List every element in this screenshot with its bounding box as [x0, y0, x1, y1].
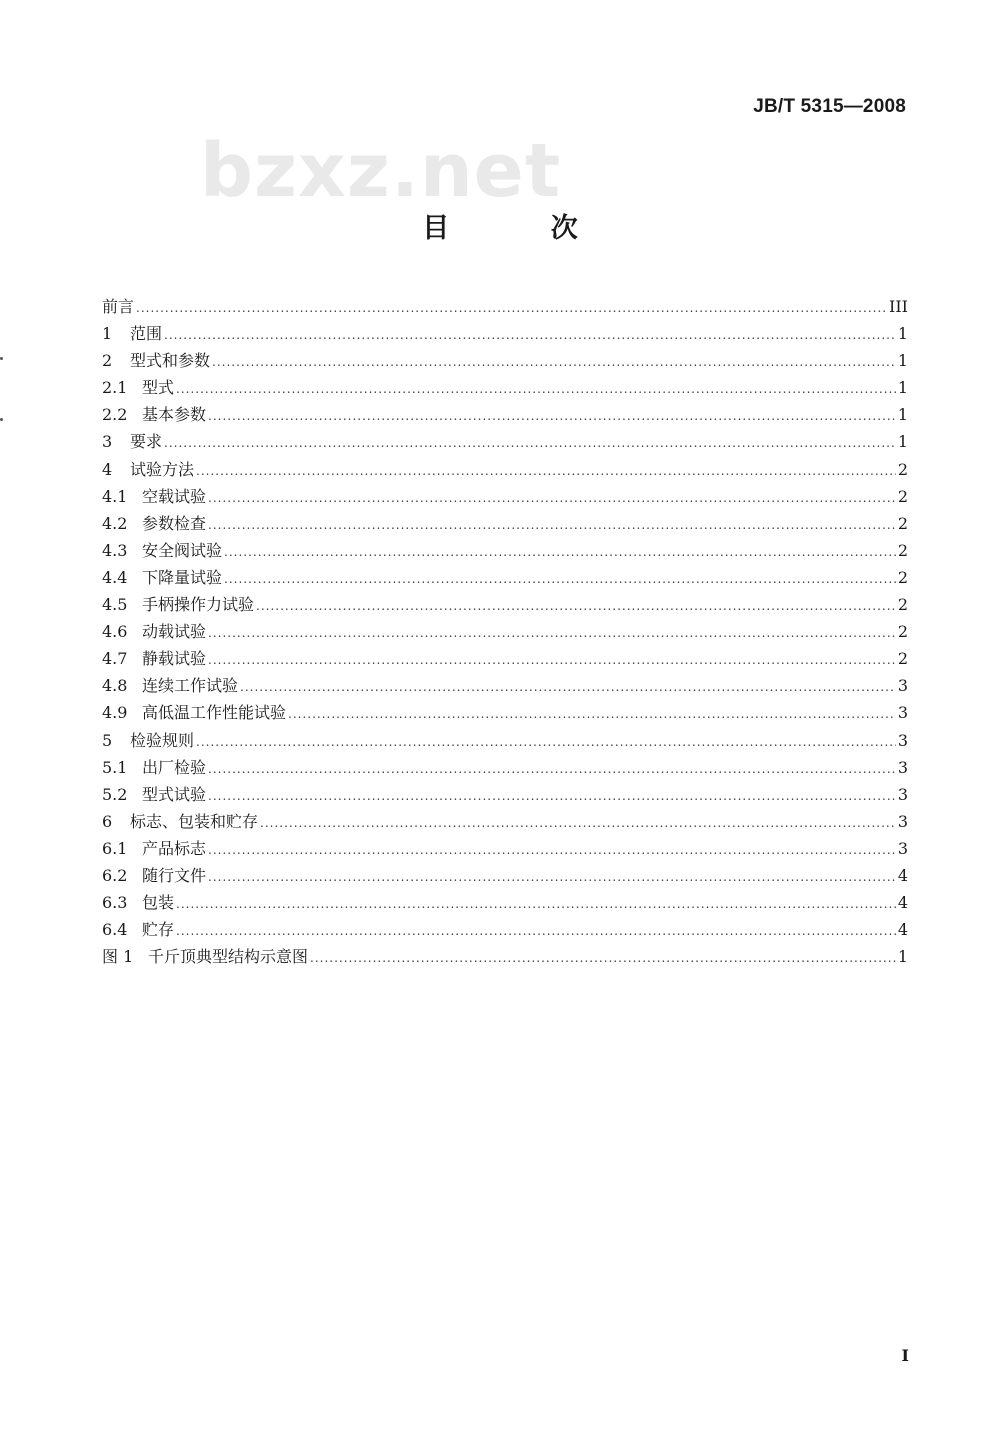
toc-entry-page: 2	[897, 513, 908, 533]
toc-entry-label: 包装	[142, 893, 175, 913]
toc-dot-leader	[208, 403, 896, 430]
toc-entry[interactable]	[102, 645, 908, 672]
toc-entry-label: 随行文件	[142, 865, 207, 885]
toc-dot-leader	[208, 837, 896, 864]
toc-dot-leader	[212, 349, 896, 376]
toc-dot-leader	[164, 430, 896, 457]
toc-entry-label: 产品标志	[142, 838, 207, 858]
toc-entry-page: 2	[897, 649, 908, 669]
toc-entry-label: 试验方法	[130, 459, 195, 479]
toc-dot-leader	[208, 485, 896, 512]
toc-dot-leader	[208, 756, 896, 783]
toc-entry-page: 3	[897, 838, 908, 858]
toc-entry-number: 4.8	[102, 676, 128, 696]
toc-entry-label: 千斤顶典型结构示意图	[148, 947, 309, 967]
toc-entry-page: 3	[897, 730, 908, 750]
toc-entry-number: 6.1	[102, 838, 128, 858]
toc-entry[interactable]	[102, 537, 908, 564]
toc-entry[interactable]	[102, 347, 908, 374]
toc-entry-label: 静载试验	[142, 649, 207, 669]
toc-entry-label: 基本参数	[142, 405, 207, 425]
toc-entry-page: 2	[897, 567, 908, 587]
toc-entry-number: 4.6	[102, 622, 128, 642]
toc-dot-leader	[260, 810, 896, 837]
toc-entry[interactable]	[102, 618, 908, 645]
toc-dot-leader	[310, 945, 896, 972]
toc-entry-page: 1	[897, 324, 908, 344]
margin-mark	[0, 418, 3, 421]
toc-entry-number: 4.7	[102, 649, 128, 669]
toc-dot-leader	[208, 864, 896, 891]
toc-entry-label: 高低温工作性能试验	[142, 703, 287, 723]
toc-entry-page: 3	[897, 676, 908, 696]
toc-entry[interactable]	[102, 889, 908, 916]
toc-dot-leader	[224, 566, 896, 593]
toc-entry-label: 出厂检验	[142, 757, 207, 777]
toc-entry[interactable]	[102, 916, 908, 943]
toc-entry-page: 4	[897, 920, 908, 940]
toc-dot-leader	[208, 647, 896, 674]
toc-entry[interactable]	[102, 428, 908, 455]
toc-entry-page: 3	[897, 703, 908, 723]
toc-entry[interactable]	[102, 293, 908, 320]
toc-dot-leader	[196, 729, 896, 756]
toc-entry-page: 4	[897, 893, 908, 913]
toc-entry[interactable]	[102, 591, 908, 618]
toc-entry-page: 4	[897, 865, 908, 885]
toc-entry-number: 4.2	[102, 513, 128, 533]
toc-dot-leader	[176, 376, 896, 403]
toc-entry-page: 3	[897, 784, 908, 804]
toc-entry-label: 动载试验	[142, 622, 207, 642]
toc-entry-number: 6.2	[102, 865, 128, 885]
toc-entry-number: 4.1	[102, 486, 128, 506]
toc-entry-number: 4	[102, 459, 113, 479]
toc-entry-number: 2	[102, 351, 113, 371]
toc-entry-page: 2	[897, 459, 908, 479]
toc-entry-number: 5.1	[102, 757, 128, 777]
toc-entry[interactable]	[102, 456, 908, 483]
toc-dot-leader	[288, 701, 896, 728]
toc-entry-label: 贮存	[142, 920, 175, 940]
toc-entry-page: III	[889, 297, 908, 316]
toc-entry-label: 参数检查	[142, 513, 207, 533]
toc-entry-page: 1	[897, 405, 908, 425]
toc-entry-number: 6	[102, 811, 113, 831]
toc-entry[interactable]	[102, 672, 908, 699]
toc-entry[interactable]	[102, 943, 908, 970]
toc-entry[interactable]	[102, 781, 908, 808]
toc-entry-page: 3	[897, 757, 908, 777]
toc-dot-leader	[164, 322, 896, 349]
toc-dot-leader	[240, 674, 896, 701]
toc-dot-leader	[208, 620, 896, 647]
toc-entry-label: 标志、包装和贮存	[130, 811, 259, 831]
toc-entry-number: 4.3	[102, 540, 128, 560]
margin-mark	[0, 357, 3, 360]
toc-entry[interactable]	[102, 835, 908, 862]
toc-entry[interactable]	[102, 320, 908, 347]
toc-entry-page: 2	[897, 595, 908, 615]
toc-title: 目 次	[422, 213, 624, 244]
toc-entry[interactable]	[102, 401, 908, 428]
toc-entry-page: 1	[897, 351, 908, 371]
toc-entry-label: 型式试验	[142, 784, 207, 804]
toc-entry-label: 空载试验	[142, 486, 207, 506]
toc-entry-page: 3	[897, 811, 908, 831]
toc-entry[interactable]	[102, 374, 908, 401]
toc-entry-number: 4.5	[102, 595, 128, 615]
toc-entry-label: 手柄操作力试验	[142, 595, 255, 615]
toc-entry-number: 5.2	[102, 784, 128, 804]
toc-dot-leader	[208, 512, 896, 539]
toc-entry-page: 2	[897, 540, 908, 560]
toc-entry-label: 型式	[142, 378, 175, 398]
toc-dot-leader	[208, 783, 896, 810]
toc-entry-label: 范围	[130, 324, 163, 344]
toc-entry[interactable]	[102, 754, 908, 781]
toc-entry-page: 1	[897, 378, 908, 398]
toc-entry-number: 图 1	[102, 947, 134, 967]
toc-entry-number: 4.4	[102, 567, 128, 587]
toc-entry-page: 2	[897, 622, 908, 642]
toc-entry[interactable]	[102, 862, 908, 889]
toc-entry-label: 要求	[130, 432, 163, 452]
toc-entry-page: 1	[897, 947, 908, 967]
toc-entry[interactable]	[102, 483, 908, 510]
toc-dot-leader	[196, 458, 896, 485]
toc-entry-page: 2	[897, 486, 908, 506]
toc-entry-label: 连续工作试验	[142, 676, 239, 696]
toc-entry-label: 型式和参数	[130, 351, 211, 371]
toc-dot-leader	[224, 539, 896, 566]
toc-entry-label: 前言	[102, 297, 135, 316]
toc-dot-leader	[256, 593, 896, 620]
table-of-contents	[102, 293, 908, 970]
toc-dot-leader	[136, 295, 887, 322]
toc-entry-number: 2.1	[102, 378, 128, 398]
toc-entry-label: 安全阀试验	[142, 540, 223, 560]
toc-entry-number: 2.2	[102, 405, 128, 425]
toc-dot-leader	[176, 891, 896, 918]
toc-entry-number: 5	[102, 730, 113, 750]
toc-entry[interactable]	[102, 808, 908, 835]
toc-entry-page: 1	[897, 432, 908, 452]
toc-entry-label: 下降量试验	[142, 567, 223, 587]
page-number: I	[901, 1346, 909, 1365]
document-code: JB/T 5315—2008	[753, 96, 906, 117]
toc-entry-number: 1	[102, 324, 113, 344]
watermark: bzxz.net	[200, 128, 562, 214]
toc-entry[interactable]	[102, 727, 908, 754]
toc-entry[interactable]	[102, 510, 908, 537]
toc-dot-leader	[176, 918, 896, 945]
toc-entry-number: 4.9	[102, 703, 128, 723]
toc-entry[interactable]	[102, 564, 908, 591]
toc-entry-number: 6.3	[102, 893, 128, 913]
toc-entry-number: 3	[102, 432, 113, 452]
toc-entry-number: 6.4	[102, 920, 128, 940]
toc-entry[interactable]	[102, 699, 908, 726]
toc-entry-label: 检验规则	[130, 730, 195, 750]
